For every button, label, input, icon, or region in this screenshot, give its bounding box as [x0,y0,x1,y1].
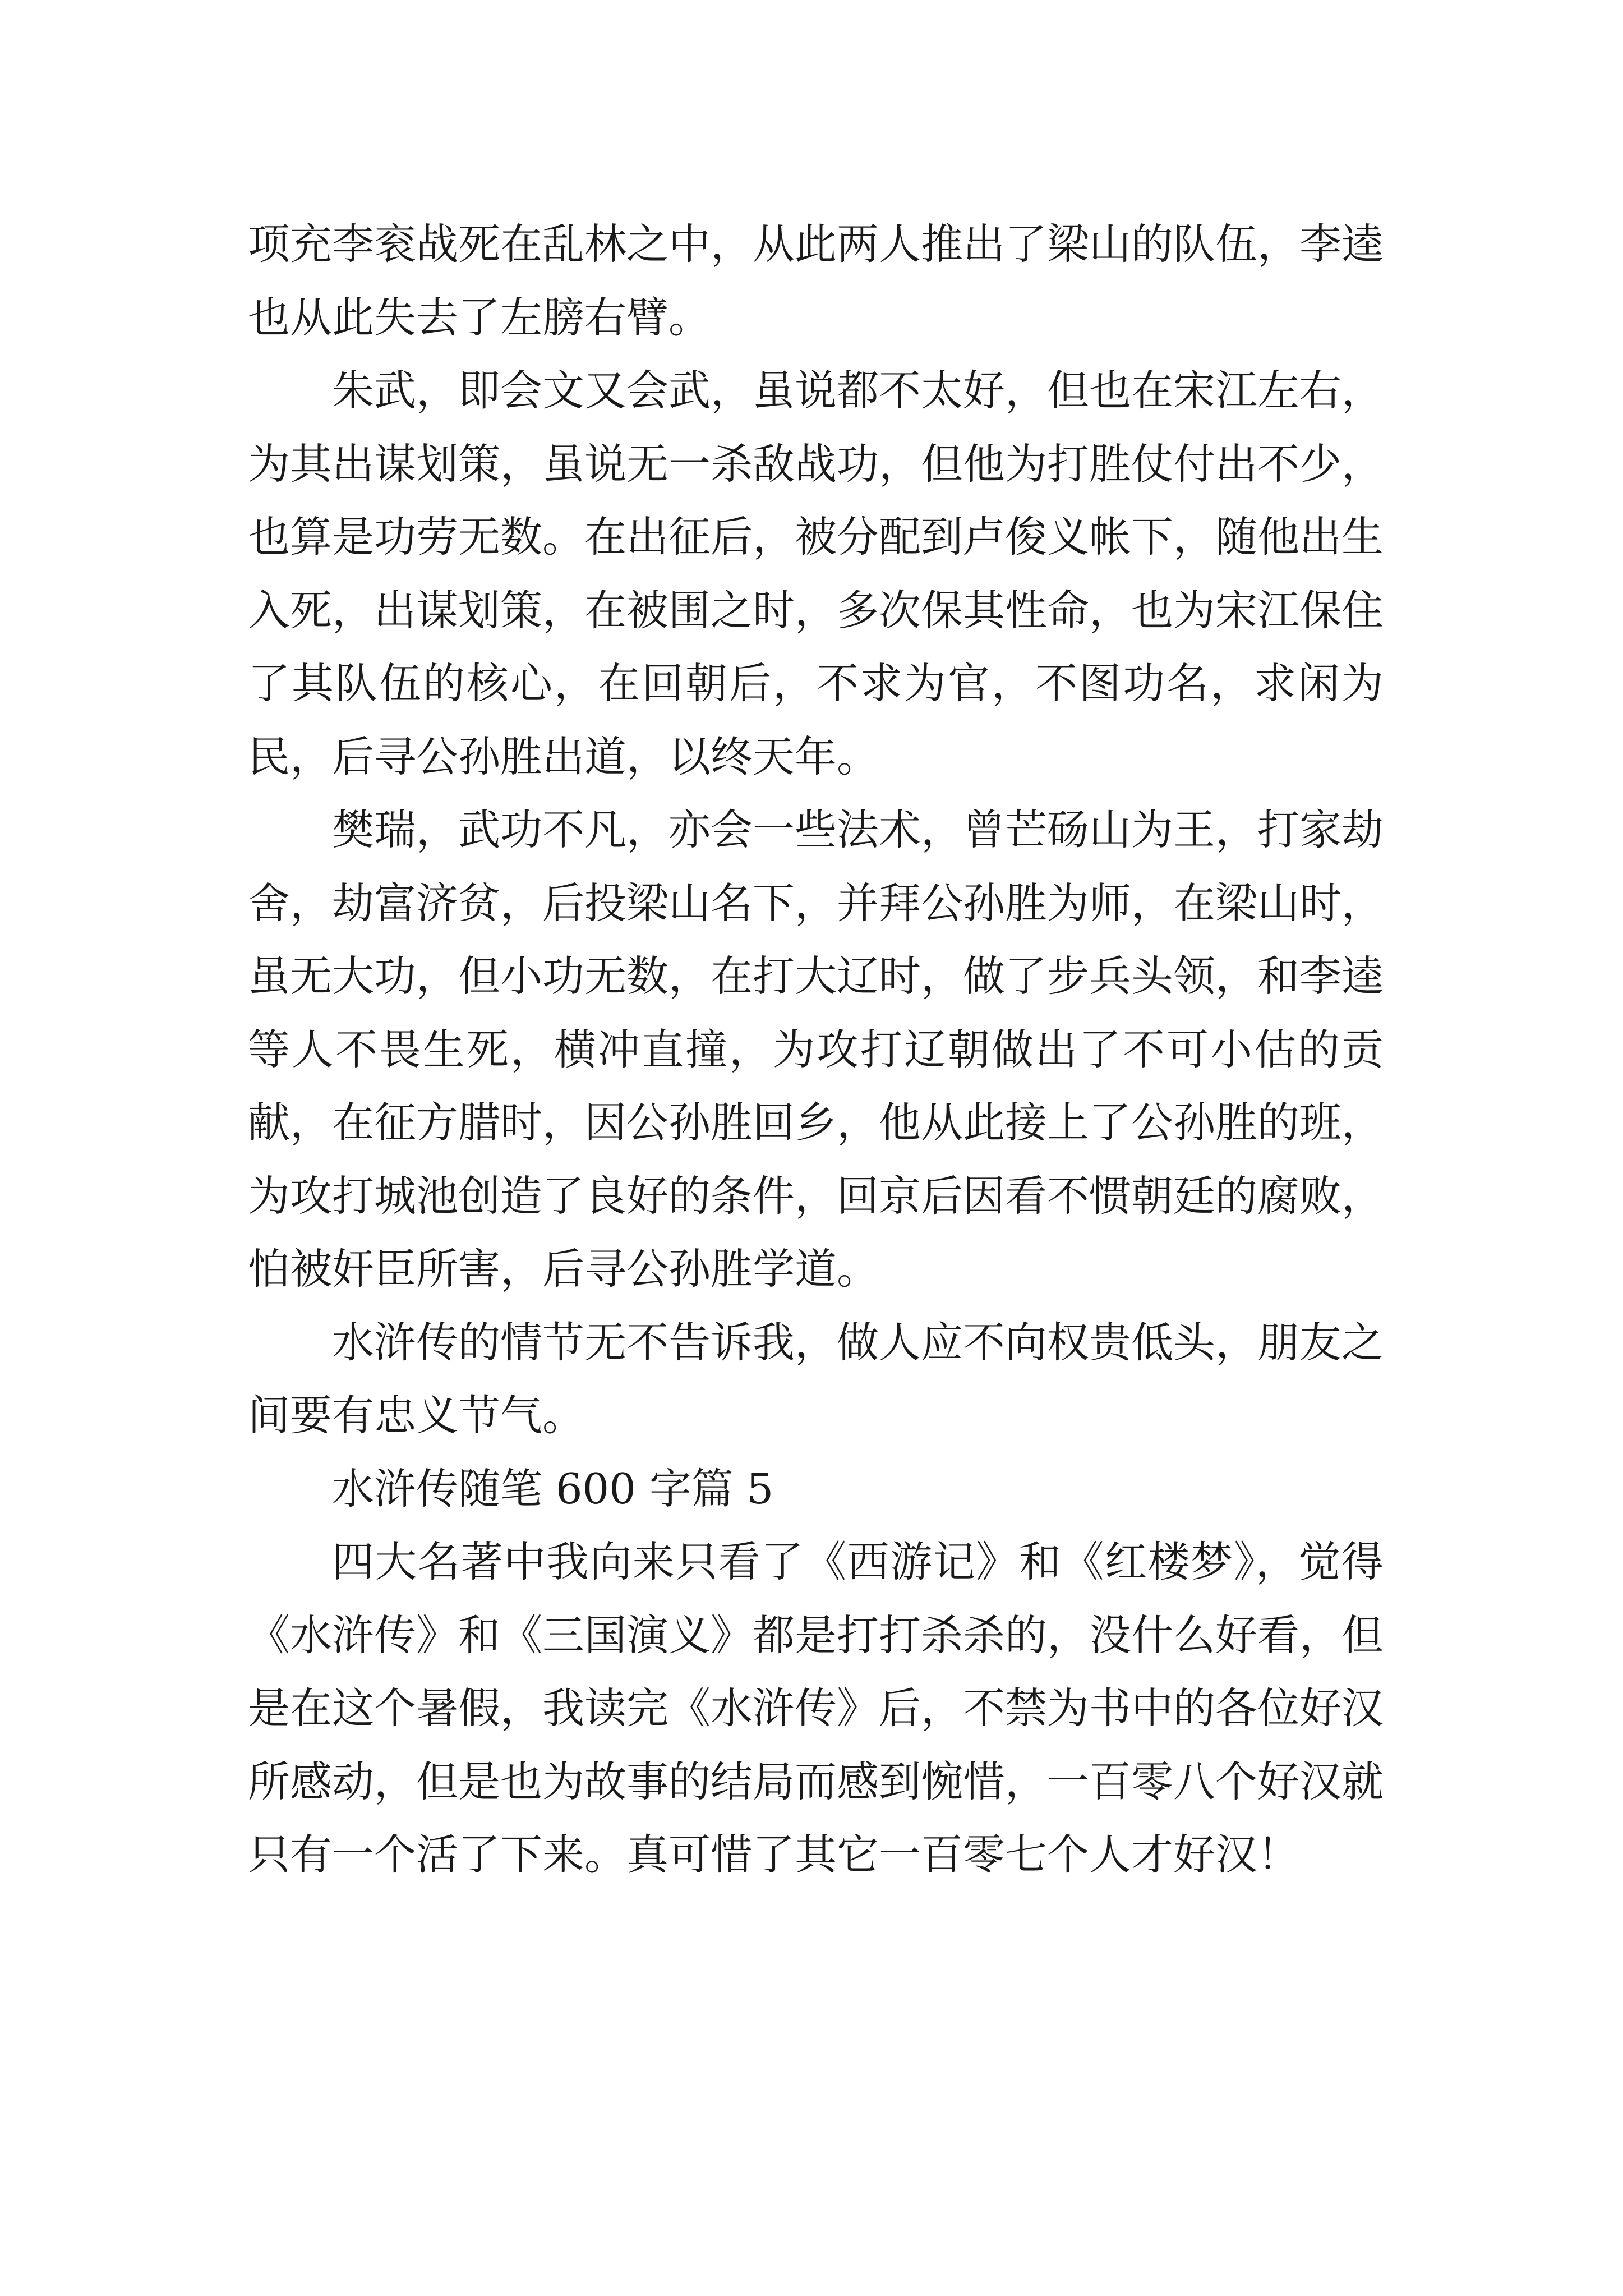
paragraph-continuation: 项充李衮战死在乱林之中，从此两人推出了梁山的队伍，李逵也从此失去了左膀右臂。 [248,219,1384,342]
paragraph-conclusion: 水浒传的情节无不告诉我，做人应不向权贵低头，朋友之间要有忠义节气。 [248,1317,1384,1440]
paragraph-section-5-intro: 四大名著中我向来只看了《西游记》和《红楼梦》，觉得《水浒传》和《三国演义》都是打打杀杀的，没什么好看，但是在这个暑假，我读完《水浒传》后，不禁为书中的各位好汉所感动，但是也为故事的结局而感到惋惜，一百零八个好汉就只有一个活了下来。真可惜了其它一百零七个人才好汉！ [248,1537,1384,1879]
paragraph-fan-rui: 樊瑞，武功不凡，亦会一些法术，曾芒砀山为王，打家劫舍，劫富济贫，后投梁山名下，并拜公孙胜为师，在梁山时，虽无大功，但小功无数，在打大辽时，做了步兵头领，和李逵等人不畏生死，横冲直撞，为攻打辽朝做出了不可小估的贡献，在征方腊时，因公孙胜回乡，他从此接上了公孙胜的班，为攻打城池创造了良好的条件，回京后因看不惯朝廷的腐败，怕被奸臣所害，后寻公孙胜学道。 [248,805,1384,1294]
paragraph-zhu-wu: 朱武，即会文又会武，虽说都不太好，但也在宋江左右，为其出谋划策，虽说无一杀敌战功，但他为打胜仗付出不少，也算是功劳无数。在出征后，被分配到卢俊义帐下，随他出生入死，出谋划策，在被围之时，多次保其性命，也为宋江保住了其队伍的核心，在回朝后，不求为官，不图功名，求闲为民，后寻公孙胜出道，以终天年。 [248,366,1384,781]
document-body [248,208,1384,1892]
section-heading: 水浒传随笔 600 字篇 5 [332,1464,774,1513]
